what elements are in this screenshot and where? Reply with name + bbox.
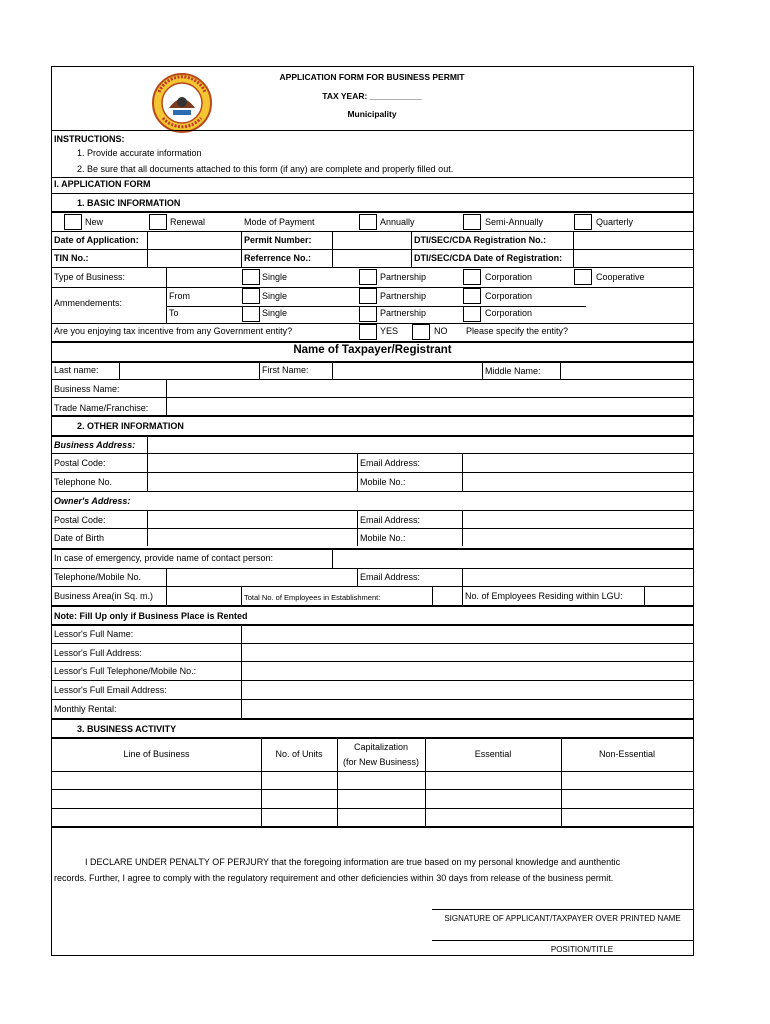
single-label: Single xyxy=(262,272,288,282)
capitalization-sub-header: (for New Business) xyxy=(342,757,420,767)
total-employees-label: Total No. of Employees in Establishment: xyxy=(244,593,381,602)
lessor-name-label: Lessor's Full Name: xyxy=(54,629,134,639)
renewal-label: Renewal xyxy=(170,217,206,227)
to-partnership-checkbox[interactable] xyxy=(359,306,377,322)
emergency-contact-label: In case of emergency, provide name of contact person: xyxy=(54,553,273,563)
form-title: APPLICATION FORM FOR BUSINESS PERMIT xyxy=(279,72,465,82)
postal-code-label: Postal Code: xyxy=(54,515,106,525)
essential-header: Essential xyxy=(474,749,512,759)
reference-no-label: Referrence No.: xyxy=(244,253,312,263)
from-label: From xyxy=(169,291,190,301)
position-title-label: POSITION/TITLE xyxy=(550,945,614,954)
instructions-heading: INSTRUCTIONS: xyxy=(54,134,125,144)
no-label: NO xyxy=(434,326,448,336)
semi-annually-label: Semi-Annually xyxy=(485,217,544,227)
to-corporation-checkbox[interactable] xyxy=(463,306,481,322)
annually-label: Annually xyxy=(380,217,415,227)
line-of-business-header: Line of Business xyxy=(123,749,190,759)
new-label: New xyxy=(85,217,104,227)
cooperative-checkbox[interactable] xyxy=(574,269,592,285)
new-checkbox[interactable] xyxy=(64,214,82,230)
yes-checkbox[interactable] xyxy=(359,324,377,340)
renewal-checkbox[interactable] xyxy=(149,214,167,230)
corporation-label: Corporation xyxy=(485,272,533,282)
specify-entity-label: Please specify the entity? xyxy=(466,326,569,336)
telephone-label: Telephone No. xyxy=(54,477,113,487)
declaration-text: records. Further, I agree to comply with the regulatory requirement and other deficiencies within 30 days from release of the business permit. xyxy=(54,873,614,883)
postal-code-label: Postal Code: xyxy=(54,458,106,468)
capitalization-header: Capitalization xyxy=(353,742,409,752)
corporation-label: Corporation xyxy=(485,308,533,318)
tin-no-label: TIN No.: xyxy=(54,253,89,263)
single-label: Single xyxy=(262,308,288,318)
partnership-label: Partnership xyxy=(380,291,427,301)
from-single-checkbox[interactable] xyxy=(242,288,260,304)
instruction-item: 1. Provide accurate information xyxy=(77,148,202,158)
section-heading: I. APPLICATION FORM xyxy=(54,179,151,189)
yes-label: YES xyxy=(380,326,399,336)
partnership-checkbox[interactable] xyxy=(359,269,377,285)
taxpayer-heading: Name of Taxpayer/Registrant xyxy=(293,344,452,356)
tax-year: TAX YEAR: ___________ xyxy=(322,91,422,101)
no-checkbox[interactable] xyxy=(412,324,430,340)
non-essential-header: Non-Essential xyxy=(598,749,656,759)
partnership-label: Partnership xyxy=(380,308,427,318)
employees-lgu-label: No. of Employees Residing within LGU: xyxy=(465,591,623,601)
signature-label: SIGNATURE OF APPLICANT/TAXPAYER OVER PRINTED NAME xyxy=(444,914,681,923)
last-name-label: Last name: xyxy=(54,365,99,375)
business-name-label: Business Name: xyxy=(54,384,120,394)
from-partnership-checkbox[interactable] xyxy=(359,288,377,304)
corporation-label: Corporation xyxy=(485,291,533,301)
business-permit-form xyxy=(51,66,694,956)
email-address-label: Email Address: xyxy=(360,515,421,525)
corporation-checkbox[interactable] xyxy=(463,269,481,285)
middle-name-label: Middle Name: xyxy=(485,366,541,376)
mode-of-payment-label: Mode of Payment xyxy=(244,217,315,227)
business-area-label: Business Area(in Sq. m.) xyxy=(54,591,154,601)
to-label: To xyxy=(169,308,179,318)
other-info-heading: 2. OTHER INFORMATION xyxy=(77,421,184,431)
no-of-units-header: No. of Units xyxy=(275,749,323,759)
monthly-rental-label: Monthly Rental: xyxy=(54,704,117,714)
email-address-label: Email Address: xyxy=(360,458,421,468)
owners-address-label: Owner's Address: xyxy=(54,496,131,506)
tax-incentive-question: Are you enjoying tax incentive from any Government entity? xyxy=(54,326,293,336)
partnership-label: Partnership xyxy=(380,272,427,282)
lessor-email-label: Lessor's Full Email Address: xyxy=(54,685,167,695)
permit-number-label: Permit Number: xyxy=(244,235,312,245)
amendments-label: Ammendements: xyxy=(54,298,123,308)
business-activity-heading: 3. BUSINESS ACTIVITY xyxy=(77,724,177,734)
declaration-text: I DECLARE UNDER PENALTY OF PERJURY that the foregoing information are true based on my personal knowledge and aunthentic xyxy=(85,857,621,867)
first-name-label: First Name: xyxy=(262,365,309,375)
municipal-seal-logo xyxy=(151,72,213,134)
type-of-business-label: Type of Business: xyxy=(54,272,126,282)
semi-annually-checkbox[interactable] xyxy=(463,214,481,230)
trade-name-label: Trade Name/Franchise: xyxy=(54,403,149,413)
municipality: Municipality xyxy=(347,109,397,119)
date-of-birth-label: Date of Birth xyxy=(54,533,105,543)
instruction-item: 2. Be sure that all documents attached to this form (if any) are complete and properly filled out. xyxy=(77,164,454,174)
cooperative-label: Cooperative xyxy=(596,272,645,282)
mobile-label: Mobile No.: xyxy=(360,477,406,487)
basic-info-heading: 1. BASIC INFORMATION xyxy=(77,198,181,208)
tel-mobile-label: Telephone/Mobile No. xyxy=(54,572,142,582)
mobile-label: Mobile No.: xyxy=(360,533,406,543)
business-address-label: Business Address: xyxy=(54,440,136,450)
quarterly-label: Quarterly xyxy=(596,217,634,227)
to-single-checkbox[interactable] xyxy=(242,306,260,322)
dti-registration-date-label: DTI/SEC/CDA Date of Registration: xyxy=(414,253,563,263)
single-checkbox[interactable] xyxy=(242,269,260,285)
quarterly-checkbox[interactable] xyxy=(574,214,592,230)
single-label: Single xyxy=(262,291,288,301)
dti-registration-no-label: DTI/SEC/CDA Registration No.: xyxy=(414,235,547,245)
annually-checkbox[interactable] xyxy=(359,214,377,230)
lessor-phone-label: Lessor's Full Telephone/Mobile No.: xyxy=(54,666,197,676)
rented-note: Note: Fill Up only if Business Place is Rented xyxy=(54,611,248,621)
email-address-label: Email Address: xyxy=(360,572,421,582)
lessor-address-label: Lessor's Full Address: xyxy=(54,648,142,658)
date-of-application-label: Date of Application: xyxy=(54,235,139,245)
from-corporation-checkbox[interactable] xyxy=(463,288,481,304)
